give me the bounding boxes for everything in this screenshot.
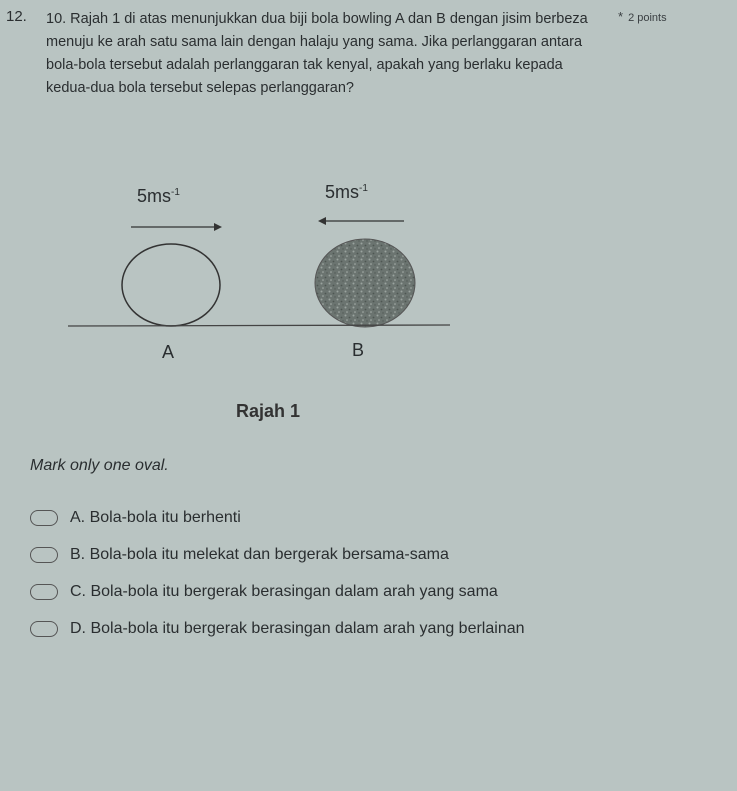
radio-oval-d[interactable]	[30, 621, 58, 637]
arrow-left-icon	[318, 217, 404, 225]
option-b[interactable]	[30, 544, 525, 566]
option-d[interactable]	[30, 618, 525, 640]
option-label: A. Bola-bola itu berhenti	[70, 509, 241, 526]
radio-oval-b[interactable]	[30, 547, 58, 563]
instruction-text: Mark only one oval.	[30, 457, 169, 474]
ball-a-label: A	[162, 342, 175, 362]
velocity-label-a: $5ms^{-1}$	[137, 186, 180, 206]
radio-oval-c[interactable]	[30, 584, 58, 600]
ground-line	[68, 325, 450, 326]
velocity-label-b: $5ms^{-1}$	[325, 182, 368, 202]
ball-b-label: B	[352, 340, 365, 360]
points-label: 2 points	[628, 12, 667, 24]
required-asterisk: *	[618, 9, 624, 24]
figure-caption: Rajah 1	[236, 401, 301, 421]
ball-b	[315, 239, 415, 327]
option-label: D. Bola-bola itu bergerak berasingan dalam arah yang berlainan	[70, 620, 525, 637]
diagram-graphics	[0, 170, 737, 370]
question-number: 12.	[6, 8, 27, 25]
diagram-rajah-1	[0, 170, 737, 440]
answer-options	[30, 507, 525, 655]
question-text: 10. Rajah 1 di atas menunjukkan dua biji bola bowling A dan B dengan jisim berbeza menuju ke arah satu sama lain dengan halaju yang sama. Jika perlanggaran antara bola-bola tersebut adalah perlanggaran tak kenyal, apakah yang berlaku kepada kedua-dua bola tersebut selepas perlanggaran?	[46, 11, 588, 96]
option-label: B. Bola-bola itu melekat dan bergerak bersama-sama	[70, 546, 449, 563]
option-label: C. Bola-bola itu bergerak berasingan dalam arah yang sama	[70, 583, 498, 600]
points-indicator	[618, 9, 667, 24]
radio-oval-a[interactable]	[30, 510, 58, 526]
option-c[interactable]	[30, 581, 525, 603]
ball-a	[122, 244, 220, 326]
arrow-right-icon	[131, 223, 222, 231]
option-a[interactable]	[30, 507, 525, 529]
